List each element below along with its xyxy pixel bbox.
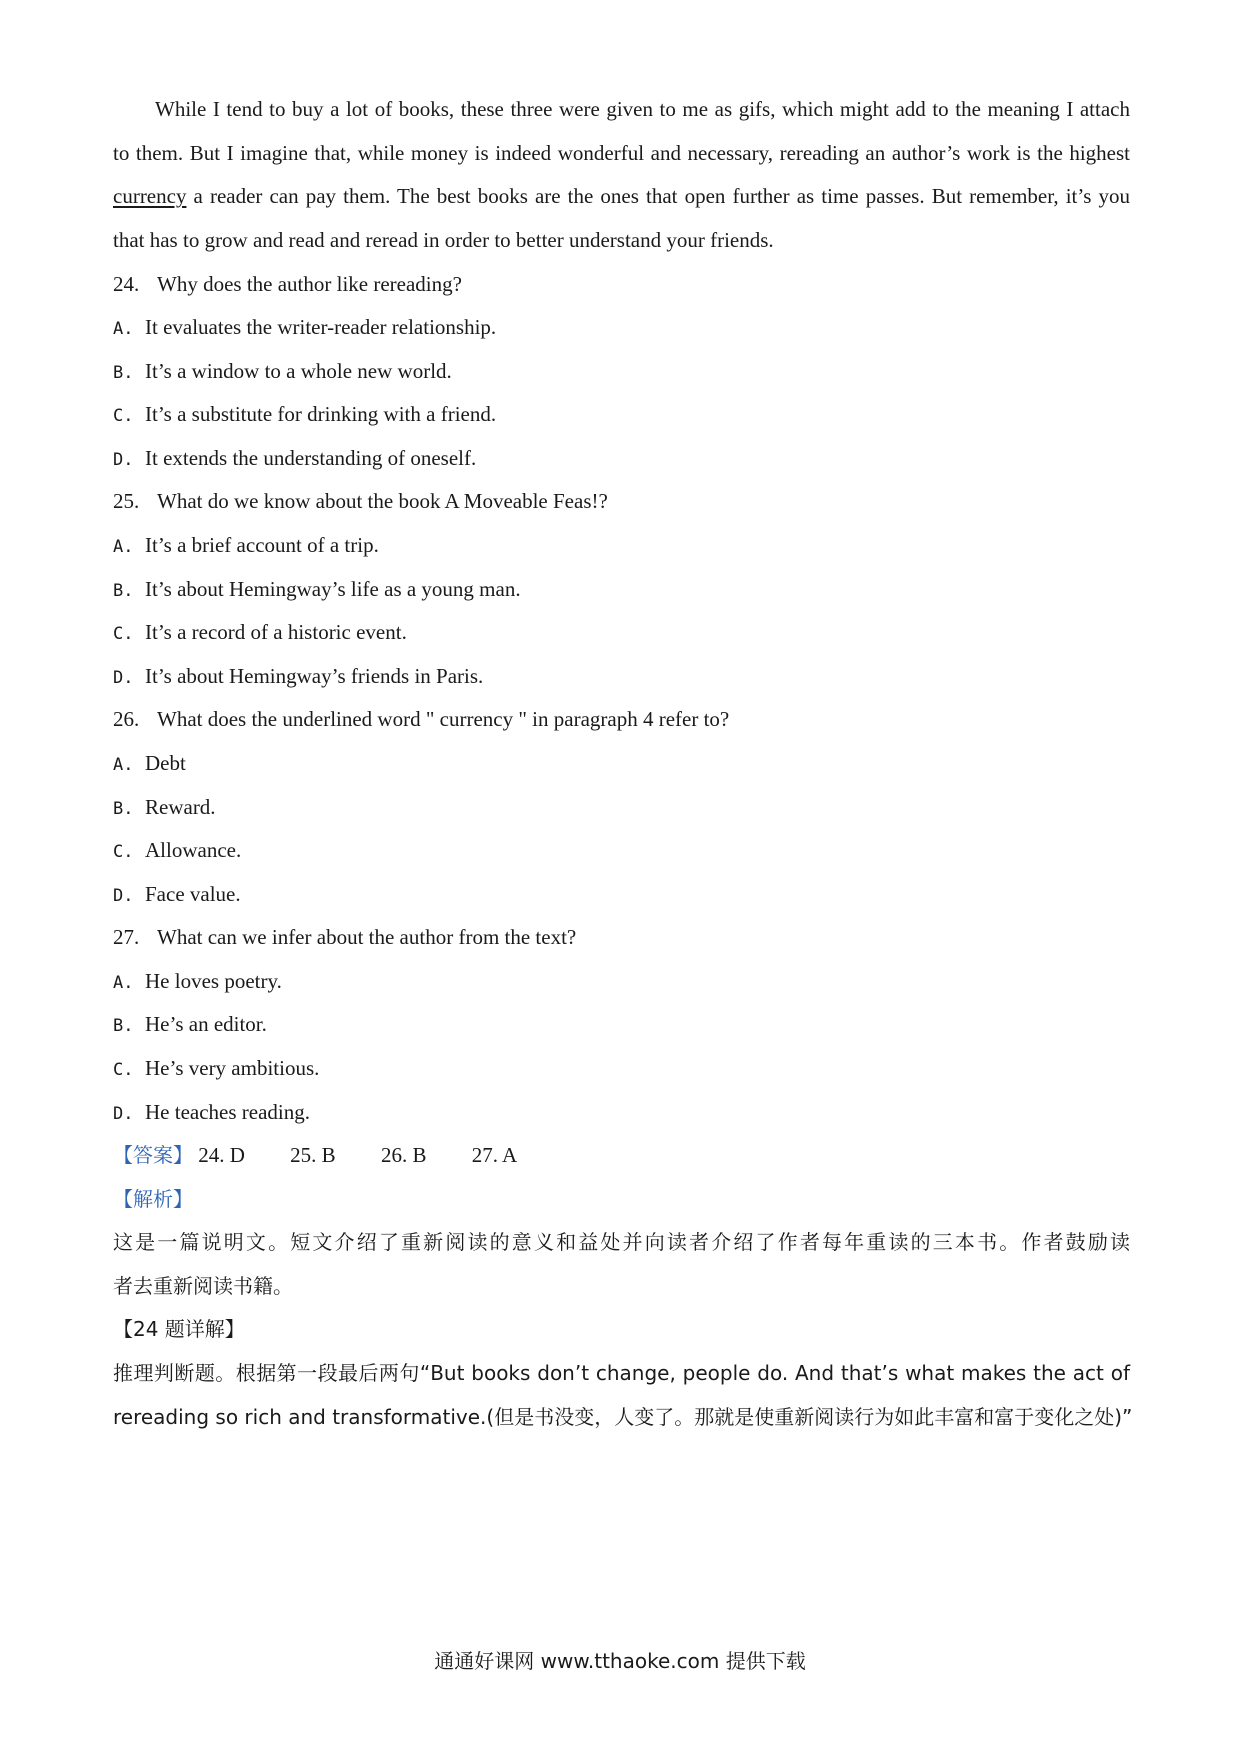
option-text: It’s a brief account of a trip. xyxy=(145,533,379,557)
question-27 xyxy=(113,924,1130,950)
option-label: C. xyxy=(113,1060,134,1080)
option-label: A. xyxy=(113,537,134,557)
option-text: It’s a substitute for drinking with a friend. xyxy=(145,402,497,426)
question-text: What do we know about the book A Moveable Feas!? xyxy=(157,489,608,513)
option-label: C. xyxy=(113,624,134,644)
option-label: B. xyxy=(113,363,134,383)
answer-line xyxy=(113,1142,1130,1168)
option-label: D. xyxy=(113,1104,134,1124)
option-text: It extends the understanding of oneself. xyxy=(145,446,477,470)
option-text: He teaches reading. xyxy=(145,1100,310,1124)
option-25-d xyxy=(113,663,1130,691)
passage-line-3 xyxy=(113,183,1130,209)
option-label: A. xyxy=(113,319,134,339)
question-text: Why does the author like rereading? xyxy=(157,272,462,296)
q24-detail-line-1: 推理判断题。根据第一段最后两句“But books don’t change, people do. And that’s what makes the act of xyxy=(113,1361,1130,1385)
option-label: B. xyxy=(113,581,134,601)
option-text: Allowance. xyxy=(145,838,242,862)
option-24-b xyxy=(113,358,1130,386)
option-27-c xyxy=(113,1055,1130,1083)
option-label: A. xyxy=(113,973,134,993)
option-25-a xyxy=(113,532,1130,560)
option-26-d xyxy=(113,881,1130,909)
option-label: C. xyxy=(113,406,134,426)
option-text: He’s an editor. xyxy=(145,1012,267,1036)
option-25-c xyxy=(113,619,1130,647)
question-number: 27. xyxy=(113,925,140,949)
analysis-line-1: 这是一篇说明文。短文介绍了重新阅读的意义和益处并向读者介绍了作者每年重读的三本书。作者鼓励读 xyxy=(113,1230,1130,1254)
option-26-c xyxy=(113,837,1130,865)
question-text: What does the underlined word " currency " in paragraph 4 refer to? xyxy=(157,707,730,731)
question-number: 26. xyxy=(113,707,140,731)
passage-line-3-rest: a reader can pay them. The best books are the ones that open further as time passes. But remember, it’s you xyxy=(186,184,1130,208)
question-number: 25. xyxy=(113,489,140,513)
option-text: It’s a window to a whole new world. xyxy=(145,359,452,383)
question-26 xyxy=(113,706,1130,732)
option-24-d xyxy=(113,445,1130,473)
question-25 xyxy=(113,488,1130,514)
analysis-line-2: 者去重新阅读书籍。 xyxy=(113,1274,293,1298)
option-25-b xyxy=(113,576,1130,604)
option-label: D. xyxy=(113,668,134,688)
answer-item: 27. A xyxy=(471,1143,518,1167)
analysis-label: 【解析】 xyxy=(113,1187,193,1211)
answer-label: 【答案】 xyxy=(113,1143,193,1167)
option-27-d xyxy=(113,1099,1130,1127)
answer-item: 25. B xyxy=(290,1143,336,1167)
option-text: Face value. xyxy=(145,882,241,906)
underlined-word: currency xyxy=(113,184,187,208)
passage-line-1: While I tend to buy a lot of books, these three were given to me as gifs, which might add to the meaning I attach xyxy=(155,97,1130,121)
option-label: D. xyxy=(113,886,134,906)
option-text: It’s about Hemingway’s life as a young man. xyxy=(145,577,521,601)
question-24 xyxy=(113,271,1130,297)
option-label: A. xyxy=(113,755,134,775)
option-label: D. xyxy=(113,450,134,470)
option-text: He loves poetry. xyxy=(145,969,282,993)
option-text: Debt xyxy=(145,751,186,775)
question-text: What can we infer about the author from the text? xyxy=(157,925,577,949)
option-26-a xyxy=(113,750,1130,778)
answer-item: 24. D xyxy=(198,1143,245,1167)
option-24-a xyxy=(113,314,1130,342)
q24-detail-label: 【24 题详解】 xyxy=(113,1317,245,1341)
passage-line-4: that has to grow and read and reread in order to better understand your friends. xyxy=(113,228,774,252)
option-27-b xyxy=(113,1011,1130,1039)
option-text: Reward. xyxy=(145,795,216,819)
option-label: B. xyxy=(113,1016,134,1036)
option-text: He’s very ambitious. xyxy=(145,1056,320,1080)
passage-line-2: to them. But I imagine that, while money is indeed wonderful and necessary, rereading an author’s work is the highest xyxy=(113,141,1130,165)
option-text: It’s about Hemingway’s friends in Paris. xyxy=(145,664,484,688)
option-text: It’s a record of a historic event. xyxy=(145,620,407,644)
q24-detail-line-2: rereading so rich and transformative.(但是书没变，人变了。那就是使重新阅读行为如此丰富和富于变化之处)” xyxy=(113,1405,1133,1429)
option-text: It evaluates the writer-reader relationship. xyxy=(145,315,497,339)
answer-item: 26. B xyxy=(380,1143,427,1167)
option-24-c xyxy=(113,401,1130,429)
option-label: C. xyxy=(113,842,134,862)
option-label: B. xyxy=(113,799,134,819)
option-27-a xyxy=(113,968,1130,996)
question-number: 24. xyxy=(113,272,140,296)
option-26-b xyxy=(113,794,1130,822)
page-footer: 通通好课网 www.tthaoke.com 提供下载 xyxy=(434,1649,806,1673)
